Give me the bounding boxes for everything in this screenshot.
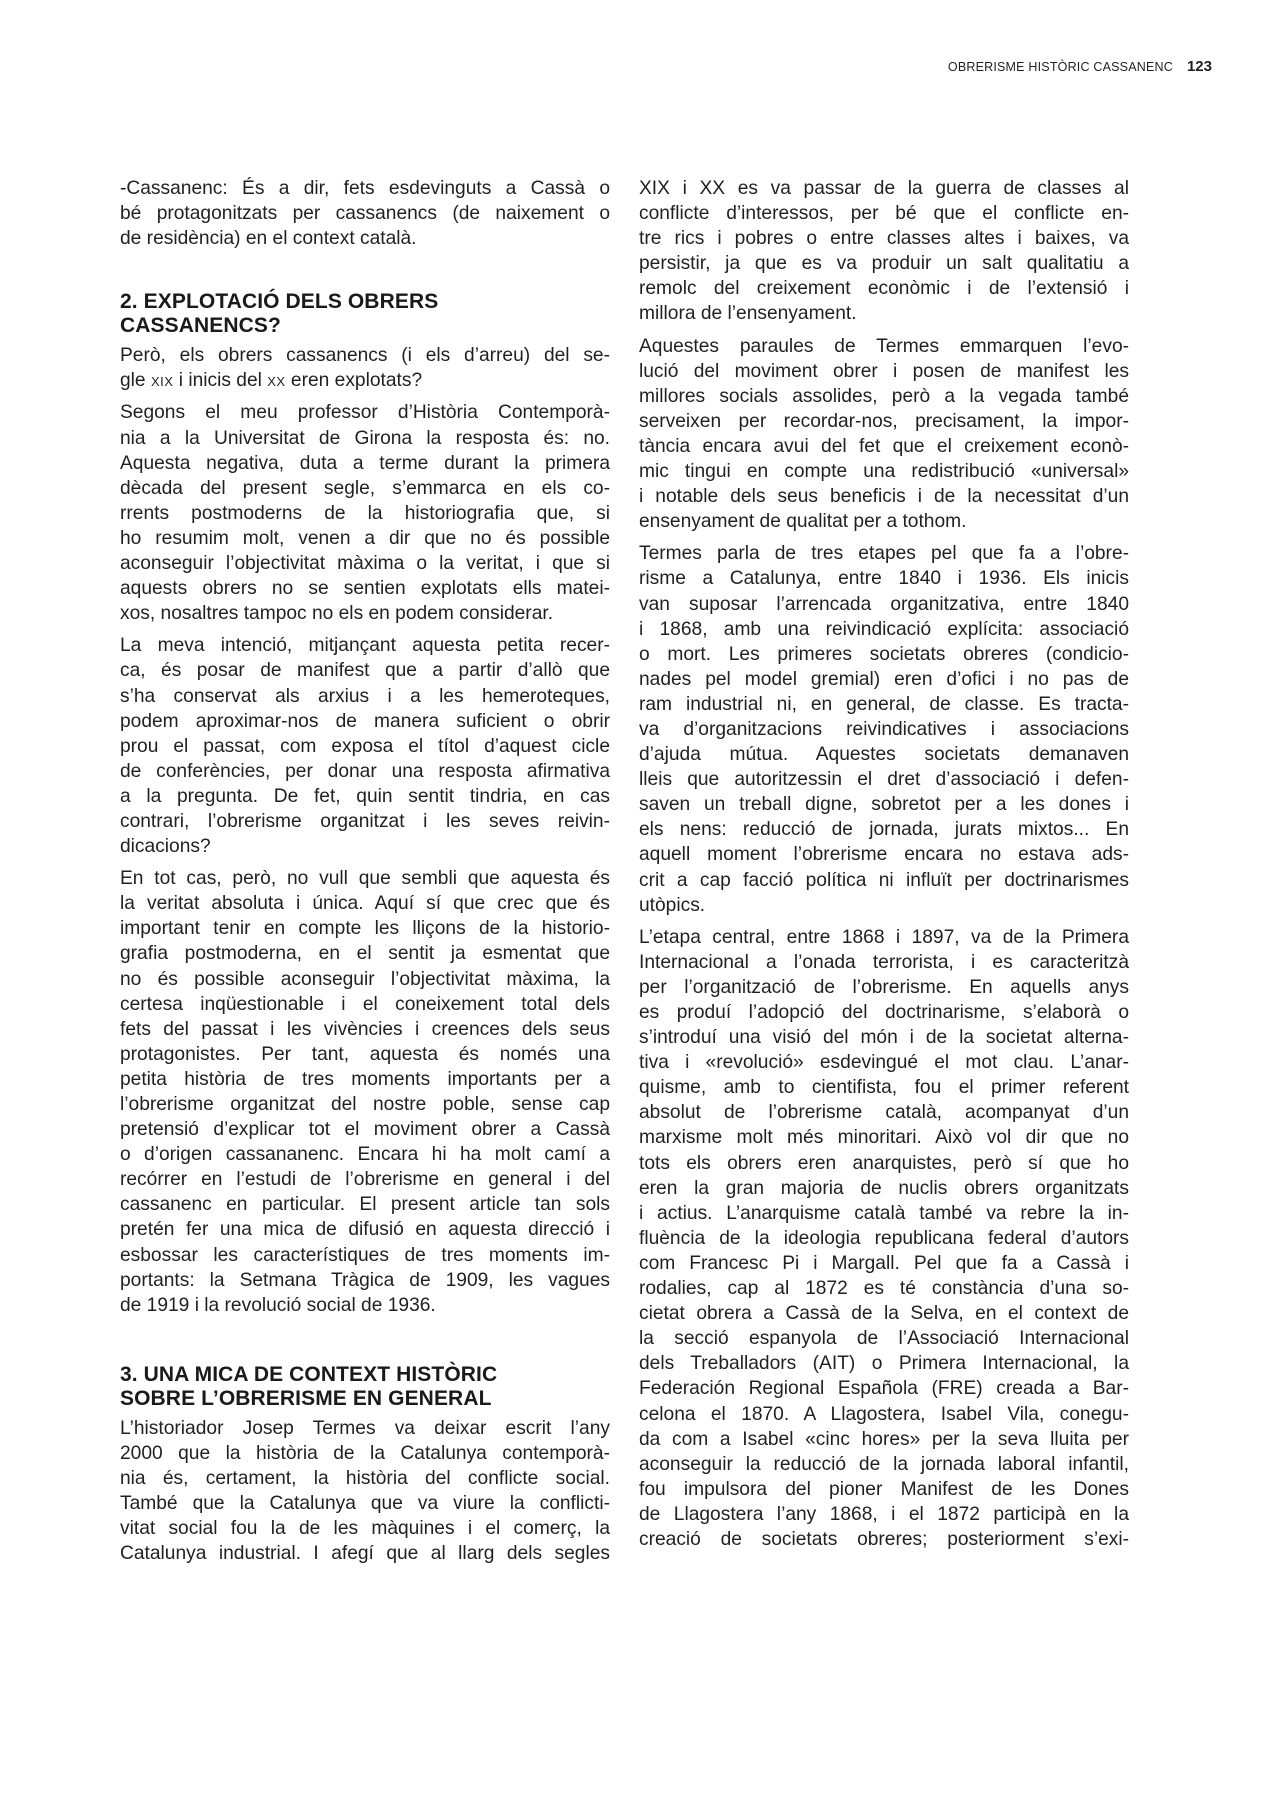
left-column [120,176,610,1573]
text-line: millora de l’ensenyament. [639,303,857,325]
text-line: va d’organitzacions reivindicatives i associacions [639,718,1129,740]
text-line: quisme, amb to cientifista, fou el primer referent [639,1077,1129,1099]
running-head-title: OBRERISME HISTÒRIC CASSANENC [947,60,1173,74]
text-line: També que la Catalunya que va viure la conflicti- [120,1493,610,1515]
text-line: contrari, l’obrerisme organitzat i les seves reivin- [120,810,610,832]
text-line: grafia postmoderna, en el sentit ja esmentat que [120,943,610,965]
right-column [639,176,1129,1559]
text-line: L’etapa central, entre 1868 i 1897, va de la Primera [639,926,1129,948]
text-line: no és possible aconseguir l’objectivitat màxima, la [120,968,610,990]
text-line: aconseguir la reducció de la jornada laboral infantil, [639,1453,1129,1475]
text-line: portants: la Setmana Tràgica de 1909, les vagues [120,1269,610,1291]
intro-paragraph [120,176,610,251]
text-span: i inicis del [173,370,268,392]
roman-numeral-19: XIX [150,374,174,390]
text-line: Federación Regional Española (FRE) creada a Bar- [639,1378,1129,1400]
text-line: lució del moviment obrer i posen de manifest les [639,360,1129,382]
text-line: saven un treball digne, sobretot per a les dones i [639,794,1129,816]
text-line: fluència de la ideologia republicana federal d’autors [639,1227,1129,1249]
text-line: creació de societats obreres; posteriorment s’exi- [639,1528,1129,1550]
text-line: marxisme molt més minoritari. Això vol dir que no [639,1127,1129,1149]
text-line: nia és, certament, la història del conflicte social. [120,1468,610,1490]
text-line: cassanenc en particular. El present article tan sols [120,1194,610,1216]
text-line: rodalies, cap al 1872 es té constància d’una so- [639,1278,1129,1300]
text-line: ensenyament de qualitat per a tothom. [639,511,967,533]
text-line: protagonistes. Per tant, aquesta és només una [120,1043,610,1065]
text-line: i actius. L’anarquisme català també va rebre la in- [639,1202,1129,1224]
right-paragraph-4 [639,925,1129,1552]
text-line: prou el passat, com exposa el títol d’aquest cicle [120,735,610,757]
section-3-heading [120,1363,610,1411]
text-line: la secció espanyola de l’Associació Internacional [639,1328,1129,1350]
text-line: risme a Catalunya, entre 1840 i 1936. Els inicis [639,568,1129,590]
text-line: d’ajuda mútua. Aquestes societats demanaven [639,744,1129,766]
text-line: s’ha conservat als arxius i a les hemeroteques, [120,685,610,707]
text-line: serveixen per recordar-nos, precisament, la impor- [639,410,1129,432]
text-line: remolc del creixement econòmic i de l’extensió i [639,278,1129,300]
text-line: Internacional a l’onada terrorista, i es caracteritzà [639,951,1129,973]
text-line: com Francesc Pi i Margall. Pel que fa a Cassà i [639,1252,1129,1274]
text-line: tots els obrers eren anarquistes, però sí que ho [639,1152,1129,1174]
text-line: de residència) en el context català. [120,228,417,250]
text-line: per l’organització de l’obrerisme. En aquells anys [639,976,1129,998]
text-line: Aquestes paraules de Termes emmarquen l’evo- [639,335,1129,357]
section-2-paragraph-4 [120,866,610,1318]
text-line: dicacions? [120,836,211,858]
text-line: i notable dels seus beneficis i de la necessitat d’un [639,486,1129,508]
text-line: eren la gran majoria de nuclis obrers organitzats [639,1177,1129,1199]
text-line: -Cassanenc: És a dir, fets esdevinguts a Cassà o [120,178,610,199]
text-line: lleis que autoritzessin el dret d’associació i defen- [639,769,1129,791]
text-line: la veritat absoluta i única. Aquí sí que crec que és [120,893,610,915]
text-line: absolut de l’obrerisme català, acompanyat d’un [639,1102,1129,1124]
text-line: utòpics. [639,894,706,916]
text-line: de 1919 i la revolució social de 1936. [120,1294,436,1316]
text-line: pretensió d’explicar tot el moviment obrer a Cassà [120,1119,610,1141]
text-line: podem aproximar-nos de manera suficient o obrir [120,710,610,732]
heading-line: SOBRE L’OBRERISME EN GENERAL [120,1386,492,1410]
text-line: persistir, ja que es va produir un salt qualitatiu a [639,253,1129,275]
text-line: o d’origen cassananenc. Encara hi ha molt camí a [120,1144,610,1166]
text-line: Aquesta negativa, duta a terme durant la primera [120,452,610,474]
text-line: els nens: reducció de jornada, jurats mixtos... En [639,819,1129,841]
text-line: La meva intenció, mitjançant aquesta petita recer- [120,635,610,657]
running-head [948,58,1212,75]
section-2-paragraph-2 [120,400,610,626]
text-line: dècada del present segle, s’emmarca en els co- [120,477,610,499]
text-line: l’obrerisme organitzat del nostre poble, sense cap [120,1094,610,1115]
page-number: 123 [1186,58,1212,75]
section-2-paragraph-1 [120,343,610,393]
text-line: nades pel model gremial) eren d’ofici i no pas de [639,668,1129,690]
roman-numeral-20: XX [267,374,286,390]
text-span: eren explotats? [285,370,423,392]
heading-line: CASSANENCS? [120,314,281,338]
text-line: millores socials assolides, però a la vegada també [639,385,1129,407]
heading-line: 2. EXPLOTACIÓ DELS OBRERS [120,290,439,314]
text-line: a la pregunta. De fet, quin sentit tindria, en cas [120,785,610,807]
text-line: fou impulsora del pioner Manifest de les Dones [639,1478,1129,1500]
text-line: de conferències, per donar una resposta afirmativa [120,760,610,782]
text-line: Termes parla de tres etapes pel que fa a l’obre- [639,543,1129,565]
text-line: es produí l’adopció del doctrinarisme, s’elaborà o [639,1002,1129,1023]
text-line: 2000 que la història de la Catalunya contemporà- [120,1442,610,1464]
right-paragraph-1 [639,176,1129,327]
text-line: dels Treballadors (AIT) o Primera Internacional, la [639,1353,1129,1375]
text-line: ram industrial ni, en general, de classe. Es tracta- [639,693,1129,715]
text-line: cietat obrera a Cassà de la Selva, en el context de [639,1303,1129,1325]
text-line: crit a cap facció política ni influït per doctrinarismes [639,869,1129,891]
text-line: aquests obrers no se sentien explotats ells matei- [120,578,610,600]
right-paragraph-3 [639,541,1129,917]
text-line: aquell moment l’obrerisme encara no estava ads- [639,844,1129,866]
text-line: de Llagostera l’any 1868, i el 1872 participà en la [639,1503,1129,1525]
text-line: certesa inqüestionable i el coneixement total dels [120,993,610,1015]
text-line: esbossar les característiques de tres moments im- [120,1244,610,1266]
text-line: s’introduí una visió del món i de la societat alterna- [639,1027,1129,1049]
text-line: tància encara avui del fet que el creixement econò- [639,435,1129,457]
text-line: important tenir en compte les lliçons de la historio- [120,918,610,940]
text-line: recórrer en l’estudi de l’obrerisme en general i del [120,1169,610,1191]
text-line: XIX i XX es va passar de la guerra de classes al [639,178,1129,199]
right-paragraph-2 [639,334,1129,535]
text-line: L’historiador Josep Termes va deixar escrit l’any [120,1417,610,1439]
text-line: ca, és posar de manifest que a partir d’allò que [120,660,610,682]
text-line: tre rics i pobres o entre classes altes i baixes, va [639,228,1129,250]
heading-line: 3. UNA MICA DE CONTEXT HISTÒRIC [120,1362,498,1386]
text-line: Segons el meu professor d’Història Contemporà- [120,402,610,424]
text-line: bé protagonitzats per cassanencs (de naixement o [120,203,610,225]
text-line: fets del passat i les vivències i creences dels seus [120,1018,610,1040]
text-line: ho resumim molt, venen a dir que no és possible [120,527,610,549]
text-line: tiva i «revolució» esdevingué el mot clau. L’anar- [639,1052,1129,1074]
text-line: o mort. Les primeres societats obreres (condicio- [639,643,1129,665]
section-2-paragraph-3 [120,633,610,859]
text-line: conflicte d’interessos, per bé que el conflicte en- [639,203,1129,225]
text-line: nia a la Universitat de Girona la resposta és: no. [120,427,610,449]
text-span: gle [120,370,151,392]
text-line: pretén fer una mica de difusió en aquesta direcció i [120,1219,610,1241]
text-line: Però, els obrers cassanencs (i els d’arreu) del se- [120,345,610,367]
text-line: vitat social fou la de les màquines i el comerç, la [120,1518,610,1540]
text-line: i 1868, amb una reivindicació explícita: associació [639,618,1129,640]
text-line: xos, nosaltres tampoc no els en podem considerar. [120,603,554,625]
text-line: mic tingui en compte una redistribució «universal» [639,461,1129,483]
text-line: celona el 1870. A Llagostera, Isabel Vila, conegu- [639,1403,1129,1425]
text-line [120,368,610,393]
text-line: Catalunya industrial. I afegí que al llarg dels segles [120,1543,610,1565]
text-line: van suposar l’arrencada organitzativa, entre 1840 [639,593,1129,615]
text-line: aconseguir l’objectivitat màxima o la veritat, i que si [120,553,610,575]
section-3-paragraph-1 [120,1416,610,1567]
section-2-heading [120,290,610,338]
text-line: petita història de tres moments importants per a [120,1068,610,1090]
text-line: rrents postmoderns de la historiografia que, si [120,502,610,524]
text-line: da com a Isabel «cinc hores» per la seva lluita per [639,1428,1129,1450]
text-line: En tot cas, però, no vull que sembli que aquesta és [120,868,610,890]
